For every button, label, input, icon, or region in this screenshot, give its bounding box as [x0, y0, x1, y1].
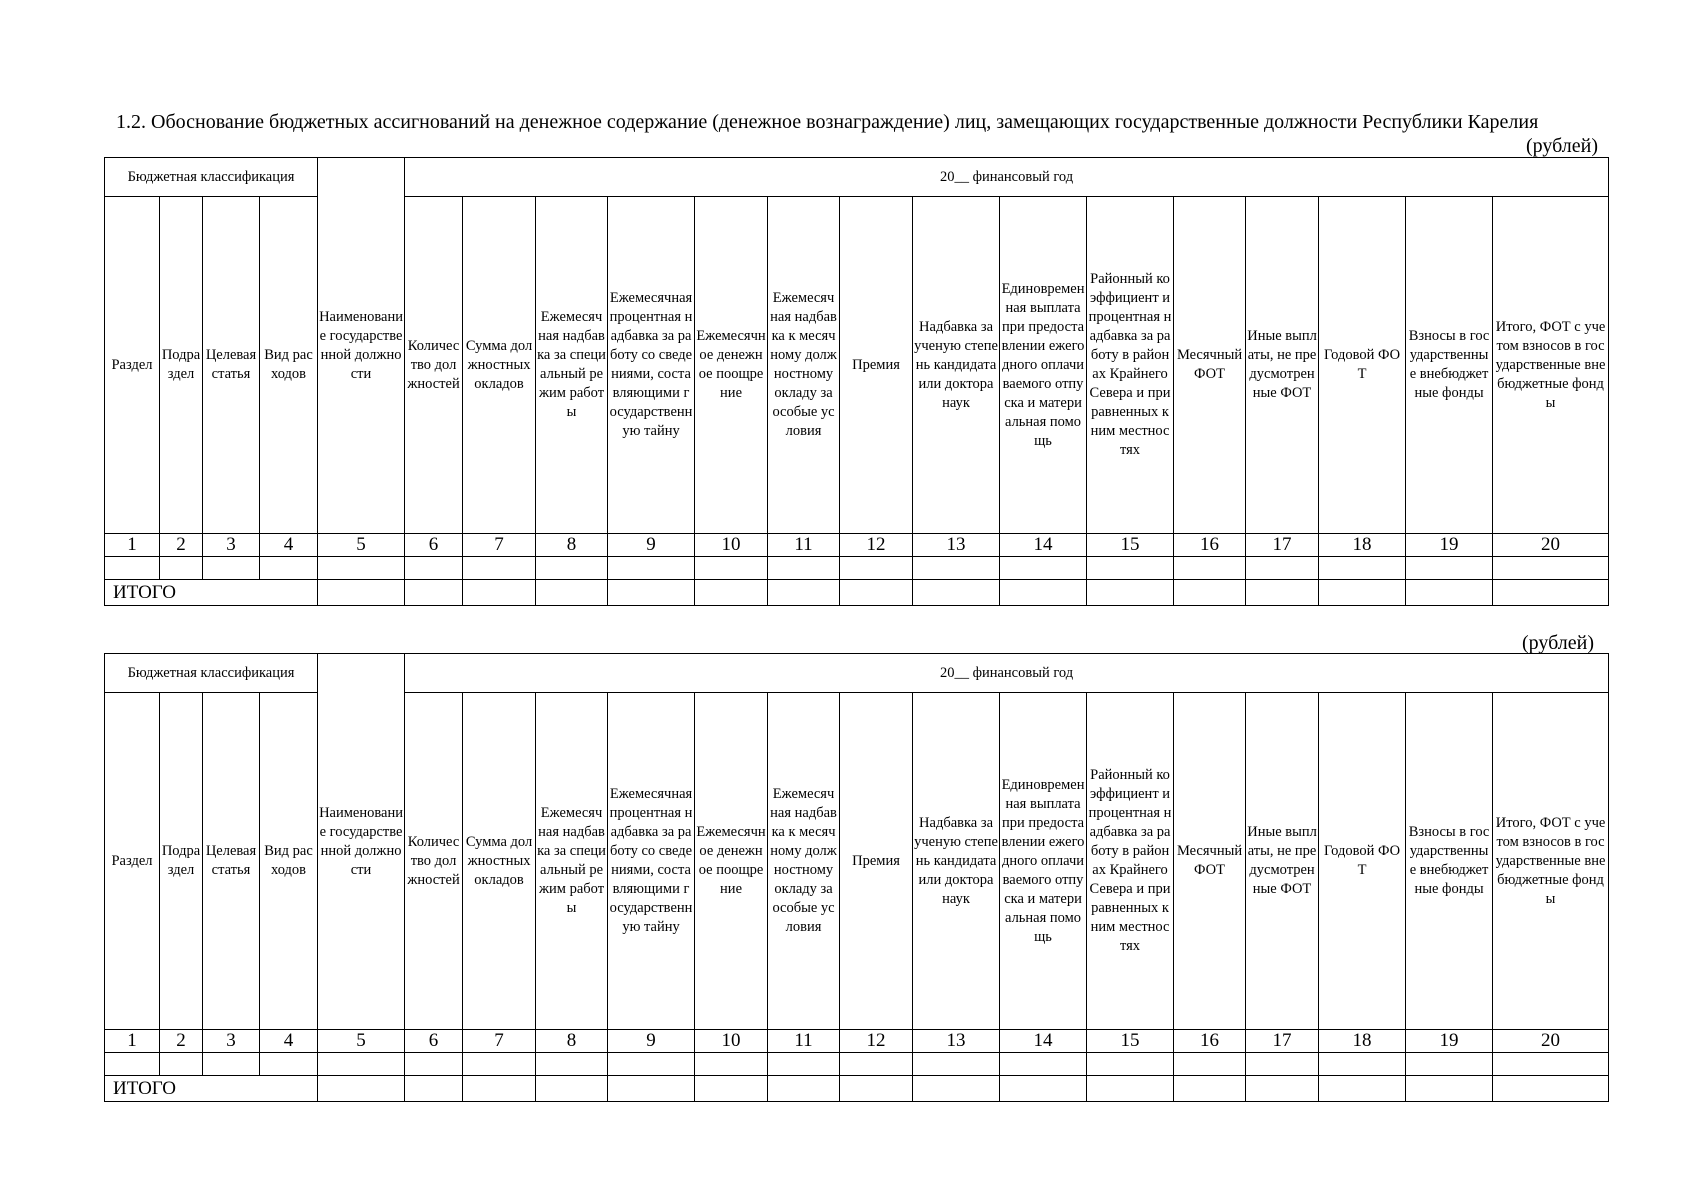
table-cell [913, 1053, 1000, 1076]
column-number: 8 [536, 534, 608, 557]
table-cell [1406, 1053, 1493, 1076]
table-cell [318, 1053, 405, 1076]
column-header: Годовой ФОТ [1319, 197, 1406, 534]
column-number: 19 [1406, 534, 1493, 557]
total-cell [768, 580, 840, 606]
document-title: 1.2. Обоснование бюджетных ассигнований на денежное содержание (денежное вознаграждение) лиц, замещающих государственные должности Республики Карелия [116, 111, 1539, 133]
table-cell [1087, 1053, 1174, 1076]
column-number: 16 [1174, 1030, 1246, 1053]
column-header: Единовременная выплата при предоставлении ежегодного оплачиваемого отпуска и материальная помощь [1000, 693, 1087, 1030]
total-cell [1246, 1076, 1319, 1102]
table-cell [260, 557, 318, 580]
column-number-row [105, 534, 1609, 557]
table-cell [1493, 557, 1609, 580]
column-header: Наименование государственной должности [318, 654, 405, 1030]
column-header: Районный коэффициент и процентная надбавка за работу в районах Крайнего Севера и приравненных к ним местностях [1087, 197, 1174, 534]
budget-classification-header: Бюджетная классификация [105, 158, 318, 197]
column-number: 17 [1246, 534, 1319, 557]
column-header: Подраздел [160, 693, 203, 1030]
total-cell [463, 1076, 536, 1102]
table-cell [768, 1053, 840, 1076]
column-header: Взносы в государственные внебюджетные фонды [1406, 197, 1493, 534]
budget-classification-header: Бюджетная классификация [105, 654, 318, 693]
column-number: 10 [695, 534, 768, 557]
total-cell [1087, 580, 1174, 606]
column-header: Ежемесячная надбавка за специальный режим работы [536, 197, 608, 534]
total-cell [1319, 580, 1406, 606]
column-header: Ежемесячная надбавка к месячному должностному окладу за особые условия [768, 197, 840, 534]
column-number: 19 [1406, 1030, 1493, 1053]
column-number: 20 [1493, 534, 1609, 557]
column-number: 1 [105, 534, 160, 557]
total-cell [840, 580, 913, 606]
column-number: 8 [536, 1030, 608, 1053]
total-cell [913, 580, 1000, 606]
column-header: Месячный ФОТ [1174, 197, 1246, 534]
table-cell [105, 1053, 160, 1076]
table-cell [1246, 1053, 1319, 1076]
column-number: 5 [318, 1030, 405, 1053]
total-row [105, 580, 1609, 606]
unit-label: (рублей) [1525, 135, 1598, 157]
column-number: 9 [608, 534, 695, 557]
total-cell [318, 580, 405, 606]
unit-label: (рублей) [1521, 632, 1594, 654]
total-cell [1406, 580, 1493, 606]
column-header: Ежемесячная надбавка к месячному должностному окладу за особые условия [768, 693, 840, 1030]
table-cell [318, 557, 405, 580]
column-number: 1 [105, 1030, 160, 1053]
total-cell [1174, 1076, 1246, 1102]
total-cell [1246, 580, 1319, 606]
column-header: Сумма должностных окладов [463, 197, 536, 534]
column-header: Надбавка за ученую степень кандидата или доктора наук [913, 197, 1000, 534]
table-cell [260, 1053, 318, 1076]
total-cell [536, 580, 608, 606]
column-number: 9 [608, 1030, 695, 1053]
total-cell [840, 1076, 913, 1102]
column-header: Районный коэффициент и процентная надбавка за работу в районах Крайнего Севера и приравненных к ним местностях [1087, 693, 1174, 1030]
column-header: Ежемесячное денежное поощрение [695, 197, 768, 534]
total-cell [405, 580, 463, 606]
table-cell [536, 557, 608, 580]
table-cell [1174, 1053, 1246, 1076]
column-number: 13 [913, 534, 1000, 557]
column-number: 7 [463, 534, 536, 557]
column-header: Целевая статья [203, 693, 260, 1030]
total-cell [1493, 1076, 1609, 1102]
total-cell [1087, 1076, 1174, 1102]
column-number: 16 [1174, 534, 1246, 557]
column-header: Вид расходов [260, 197, 318, 534]
column-number-row [105, 1030, 1609, 1053]
table-cell [160, 557, 203, 580]
column-number: 11 [768, 534, 840, 557]
column-header: Иные выплаты, не предусмотренные ФОТ [1246, 693, 1319, 1030]
column-number: 12 [840, 534, 913, 557]
total-row [105, 1076, 1609, 1102]
table-cell [1319, 557, 1406, 580]
column-header: Надбавка за ученую степень кандидата или доктора наук [913, 693, 1000, 1030]
column-header: Ежемесячная надбавка за специальный режим работы [536, 693, 608, 1030]
total-cell [1319, 1076, 1406, 1102]
column-header: Количество должностей [405, 693, 463, 1030]
column-header: Месячный ФОТ [1174, 693, 1246, 1030]
column-number: 18 [1319, 534, 1406, 557]
table-cell [105, 557, 160, 580]
total-cell [1493, 580, 1609, 606]
column-header: Премия [840, 197, 913, 534]
table-row [105, 557, 1609, 580]
column-number: 4 [260, 1030, 318, 1053]
table-cell [203, 1053, 260, 1076]
total-cell [1406, 1076, 1493, 1102]
budget-table [104, 157, 1609, 606]
table-cell [695, 1053, 768, 1076]
column-header: Подраздел [160, 197, 203, 534]
table-cell [463, 1053, 536, 1076]
column-header: Сумма должностных окладов [463, 693, 536, 1030]
column-number: 14 [1000, 534, 1087, 557]
total-cell [1174, 580, 1246, 606]
table-row [105, 1053, 1609, 1076]
column-header: Премия [840, 693, 913, 1030]
column-header: Иные выплаты, не предусмотренные ФОТ [1246, 197, 1319, 534]
column-number: 20 [1493, 1030, 1609, 1053]
column-header: Единовременная выплата при предоставлении ежегодного оплачиваемого отпуска и материальная помощь [1000, 197, 1087, 534]
column-number: 10 [695, 1030, 768, 1053]
table-cell [536, 1053, 608, 1076]
table-cell [405, 557, 463, 580]
column-number: 12 [840, 1030, 913, 1053]
total-cell [608, 580, 695, 606]
table-cell [1319, 1053, 1406, 1076]
table-cell [608, 1053, 695, 1076]
table-cell [768, 557, 840, 580]
table-cell [405, 1053, 463, 1076]
fiscal-year-header: 20__ финансовый год [405, 654, 1609, 693]
column-number: 2 [160, 1030, 203, 1053]
column-number: 2 [160, 534, 203, 557]
column-number: 6 [405, 534, 463, 557]
table-cell [608, 557, 695, 580]
column-header: Целевая статья [203, 197, 260, 534]
column-header: Наименование государственной должности [318, 158, 405, 534]
table-cell [695, 557, 768, 580]
table-group-header-row [105, 654, 1609, 693]
table-cell [203, 557, 260, 580]
total-cell [405, 1076, 463, 1102]
column-number: 15 [1087, 534, 1174, 557]
total-label: ИТОГО [105, 580, 318, 606]
total-cell [695, 580, 768, 606]
column-header: Годовой ФОТ [1319, 693, 1406, 1030]
column-header: Ежемесячное денежное поощрение [695, 693, 768, 1030]
table-cell [913, 557, 1000, 580]
column-header: Итого, ФОТ с учетом взносов в государственные внебюджетные фонды [1493, 693, 1609, 1030]
total-cell [318, 1076, 405, 1102]
column-number: 4 [260, 534, 318, 557]
table-cell [1000, 1053, 1087, 1076]
column-header: Ежемесячная процентная надбавка за работу со сведениями, составляющими государственную тайну [608, 693, 695, 1030]
total-cell [695, 1076, 768, 1102]
total-cell [913, 1076, 1000, 1102]
table-cell [1174, 557, 1246, 580]
total-cell [1000, 1076, 1087, 1102]
column-header: Итого, ФОТ с учетом взносов в государственные внебюджетные фонды [1493, 197, 1609, 534]
column-number: 3 [203, 1030, 260, 1053]
fiscal-year-header: 20__ финансовый год [405, 158, 1609, 197]
table-cell [1493, 1053, 1609, 1076]
column-number: 6 [405, 1030, 463, 1053]
table-cell [1000, 557, 1087, 580]
total-cell [463, 580, 536, 606]
column-number: 3 [203, 534, 260, 557]
column-number: 15 [1087, 1030, 1174, 1053]
column-header: Вид расходов [260, 693, 318, 1030]
column-number: 5 [318, 534, 405, 557]
column-number: 7 [463, 1030, 536, 1053]
table-cell [1087, 557, 1174, 580]
table-cell [1406, 557, 1493, 580]
total-label: ИТОГО [105, 1076, 318, 1102]
column-number: 13 [913, 1030, 1000, 1053]
budget-table [104, 653, 1609, 1102]
column-number: 14 [1000, 1030, 1087, 1053]
table-cell [1246, 557, 1319, 580]
column-number: 17 [1246, 1030, 1319, 1053]
column-header: Взносы в государственные внебюджетные фонды [1406, 693, 1493, 1030]
table-group-header-row [105, 158, 1609, 197]
column-header: Раздел [105, 197, 160, 534]
column-header: Раздел [105, 693, 160, 1030]
column-number: 18 [1319, 1030, 1406, 1053]
total-cell [1000, 580, 1087, 606]
table-cell [840, 1053, 913, 1076]
table-cell [463, 557, 536, 580]
total-cell [536, 1076, 608, 1102]
table-cell [840, 557, 913, 580]
total-cell [608, 1076, 695, 1102]
column-number: 11 [768, 1030, 840, 1053]
total-cell [768, 1076, 840, 1102]
column-header: Количество должностей [405, 197, 463, 534]
table-cell [160, 1053, 203, 1076]
column-header: Ежемесячная процентная надбавка за работу со сведениями, составляющими государственную тайну [608, 197, 695, 534]
